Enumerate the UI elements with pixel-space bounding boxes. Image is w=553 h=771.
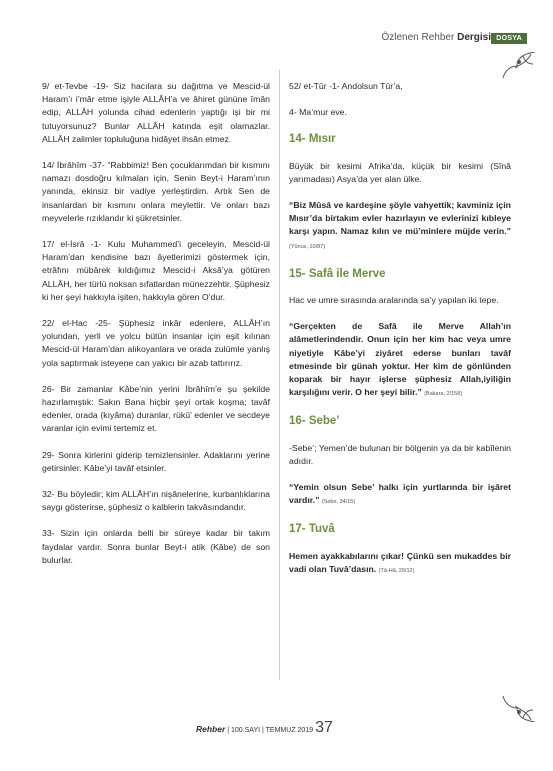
quote-reference: (Sebe, 34/15)	[321, 499, 356, 506]
quote-paragraph: “Gerçekten de Safâ ile Merve Allah’ın alâmetlerindendir. Onun için her kim hac veya umre niyetiyle Kâbe’yi ziyâret ederse bunları tavâf etmesinde bir günah yoktur. Her kim de gönlünden koparak bir hayır işlerse şüphesiz Allah,iyiliğin karşılığını verir. O her şeyi bilir.” (Bakara, 2/158)	[289, 321, 511, 398]
left-column	[42, 80, 270, 580]
quote-paragraph: “Biz Mûsâ ve kardeşine şöyle vahyettik; kavminiz için Mısır’da birtakım evler hazırlayın ve evlerinizi kıbleye karşı yapın. Namaz kılın ve mü’minlere müjde verin.” (Yûnus, 10/87)	[289, 200, 511, 250]
quote-paragraph: “Yemin olsun Sebe’ halkı için yurtlarında bir işâret vardır.” (Sebe, 34/15)	[289, 482, 511, 506]
footer-brand: Rehber	[196, 724, 226, 734]
quote-reference: (Tâ-Hâ, 20/12)	[378, 567, 415, 574]
column-divider	[279, 70, 280, 680]
body-paragraph: -Sebe’; Yemen’de bulunan bir bölgenin ya da bir kabîlenin adıdır.	[289, 442, 511, 466]
verse-paragraph: 26- Bir zamanlar Kâbe’nin yerini İbrâhîm’e şu şekilde hazırlamıştık: Sakın Bana hiçbir şeyi ortak koşma; tavâf edenler, orada (kıyâma) duranlar, rükû’ edenler ve secdeye varanlar için evimi tertemiz et.	[42, 383, 270, 434]
section-heading-safa-merve: 15- Safâ ile Merve	[289, 267, 386, 280]
page-header	[0, 32, 553, 46]
body-paragraph: Büyük bir kesimi Afrika’da, küçük bir kesimi (Sînâ yarımadası) Asya’da yer alan ülke.	[289, 160, 511, 184]
quote-reference: (Yûnus, 10/87)	[289, 243, 326, 250]
section-badge: DOSYA	[491, 33, 527, 44]
verse-paragraph: 9/ et-Tevbe -19- Siz hacılara su dağıtma ve Mescid-ül Haram’ı i’mâr etme işiyle ALLÂH’a ve âhiret gününe îmân edip, ALLÂH yolunda cihad edenlerin yaptığı işi bir mi tutuyorsunuz? Bunlar ALLÂH katında eşit olamazlar. ALLÂH zalimler topluluğuna hidâyet ihsân etmez.	[42, 81, 270, 144]
verse-paragraph: 4- Ma’mur eve.	[289, 107, 347, 118]
section-heading-sebe: 16- Sebe’	[289, 415, 340, 428]
verse-paragraph: 52/ et-Tûr -1- Andolsun Tûr’a,	[289, 81, 403, 91]
page-number: 37	[315, 719, 333, 736]
right-column	[289, 80, 511, 591]
verse-paragraph: 33- Sizin için onlarda belli bir süreye kadar bir takım faydalar vardır. Sonra bunlar Beyt-i atik (Kâbe) de son bulurlar.	[42, 528, 270, 565]
footer-issue: | 100.SAYI | TEMMUZ 2019	[227, 727, 314, 734]
magazine-title: Özlenen Rehber Dergisi	[381, 32, 491, 43]
verse-paragraph: 29- Sonra kirlerini giderip temizlensinler. Adaklarını yerine getirsinler. Kâbe’yi tavâf etsinler.	[42, 449, 270, 473]
quote-paragraph: Hemen ayakkabılarını çıkar! Çünkü sen mukaddes bir vadi olan Tuvâ’dasın. (Tâ-Hâ, 20/12)	[289, 550, 511, 574]
body-paragraph: Hac ve umre sırasında aralarında sa’y yapılan iki tepe.	[289, 295, 499, 306]
section-heading-tuva: 17- Tuvâ	[289, 523, 335, 536]
verse-paragraph: 22/ el-Hac -25- Şüphesiz inkâr edenlere, ALLÂH’ın yolundan, yerli ve yolcu bütün insanlar için eşit kılınan Mescid-ül Haram’dan alıkoyanlara ve orada zulümle yanlış yola saptırmak isteyene can yakıcı bir azab tattırırız.	[42, 318, 270, 368]
page-footer	[196, 719, 333, 737]
verse-paragraph: 17/ el-İsrâ -1- Kulu Muhammed’i geceleyin, Mescid-ül Haram’dan kendisine bazı âyetlerimizi göstermek için, etrâfını mübârek kıldığımız Mescid-i Aksâ’ya götüren ALLÂH, her türlü noksan sıfatlardan münezzehtir. Şüphesiz ki her şeyi hakkıyla işiten, hakkıyla gören O’dur.	[42, 239, 270, 302]
corner-ornament-bottom-icon	[501, 688, 535, 722]
section-heading-misir: 14- Mısır	[289, 133, 336, 146]
quote-reference: (Bakara, 2/158)	[424, 391, 463, 398]
verse-paragraph: 14/ İbrâhîm -37- “Rabbimiz! Ben çocuklarımdan bir kısmını namazı dosdoğru kılmaları için, Senin Beyt-i Haram’ının yanında, ekinsiz bir vadiye yerleştirdim. Artık Sen de insanlardan bir kısmını onlara meylettir. Ve onları bazı meyvelerle rızıklandır ki şükretsinler.	[42, 160, 270, 223]
verse-paragraph: 32- Bu böyledir; kim ALLÂH’ın nişânelerine, kurbanlıklarına saygı gösterirse, şüphesiz o kalblerin takvâsındandır.	[42, 489, 270, 513]
